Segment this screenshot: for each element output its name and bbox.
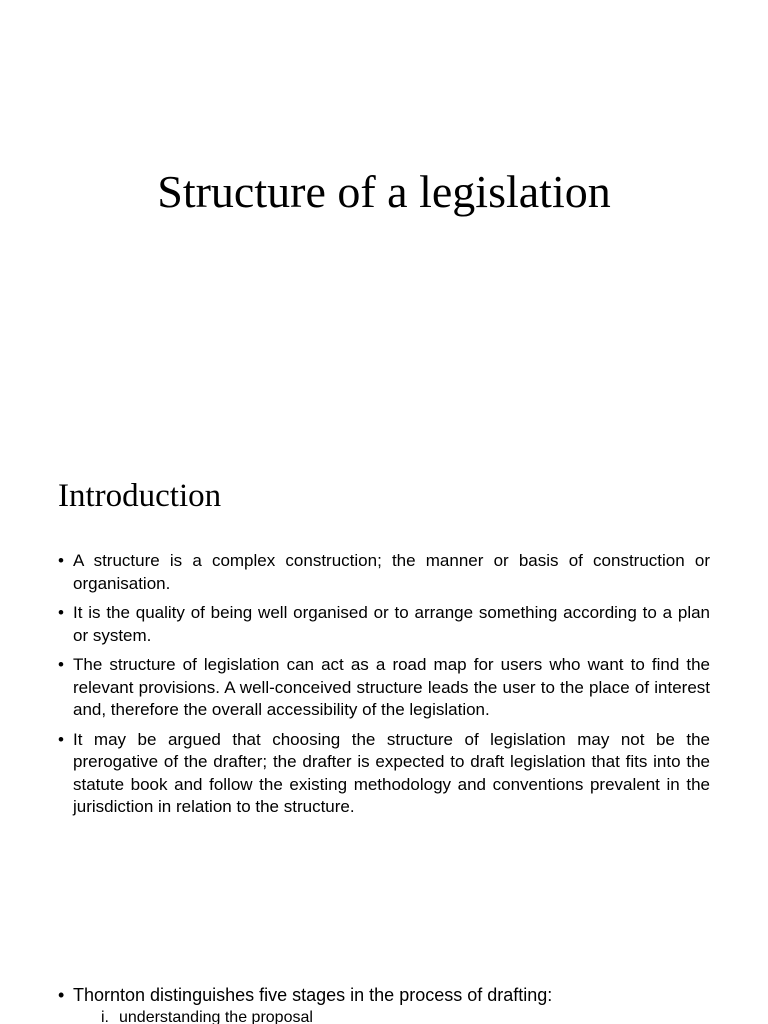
bullet-icon: •	[58, 985, 65, 1005]
section-heading: Introduction	[58, 478, 222, 514]
sublist-number: i.	[101, 1009, 109, 1024]
bullet-list	[58, 983, 710, 1024]
list-item	[58, 729, 710, 819]
list-item	[58, 983, 710, 1024]
bullet-icon: •	[58, 551, 64, 570]
bullet-text: Thornton distinguishes five stages in the process of drafting:	[73, 985, 553, 1005]
list-item	[58, 654, 710, 722]
bullet-text: It is the quality of being well organised or to arrange something according to a plan or system.	[73, 603, 710, 645]
list-item	[58, 602, 710, 647]
introduction-slide	[0, 432, 768, 864]
bullet-text: A structure is a complex construction; the manner or basis of construction or organisation.	[73, 551, 710, 593]
sublist-text: understanding the proposal	[119, 1009, 313, 1024]
drafting-stages-slide	[0, 864, 768, 1024]
bullet-icon: •	[58, 729, 64, 749]
bullet-text: The structure of legislation can act as a road map for users who want to find the relevant provisions. A well-conceived structure leads the user to the place of interest and, therefore the overall accessibility of the legislation.	[73, 655, 710, 719]
bullet-text: It may be argued that choosing the structure of legislation may not be the prerogative of the drafter; the drafter is expected to draft legislation that fits into the statute book and follow the existing methodology and conventions prevalent in the jurisdiction in relation to the structure.	[73, 729, 710, 816]
bullet-icon: •	[58, 655, 64, 674]
numbered-sublist	[73, 1007, 710, 1024]
sublist-item	[73, 1007, 710, 1024]
bullet-list	[58, 550, 710, 826]
slide-title: Structure of a legislation	[157, 166, 611, 217]
bullet-icon: •	[58, 603, 64, 622]
title-slide	[0, 0, 768, 432]
list-item	[58, 550, 710, 595]
